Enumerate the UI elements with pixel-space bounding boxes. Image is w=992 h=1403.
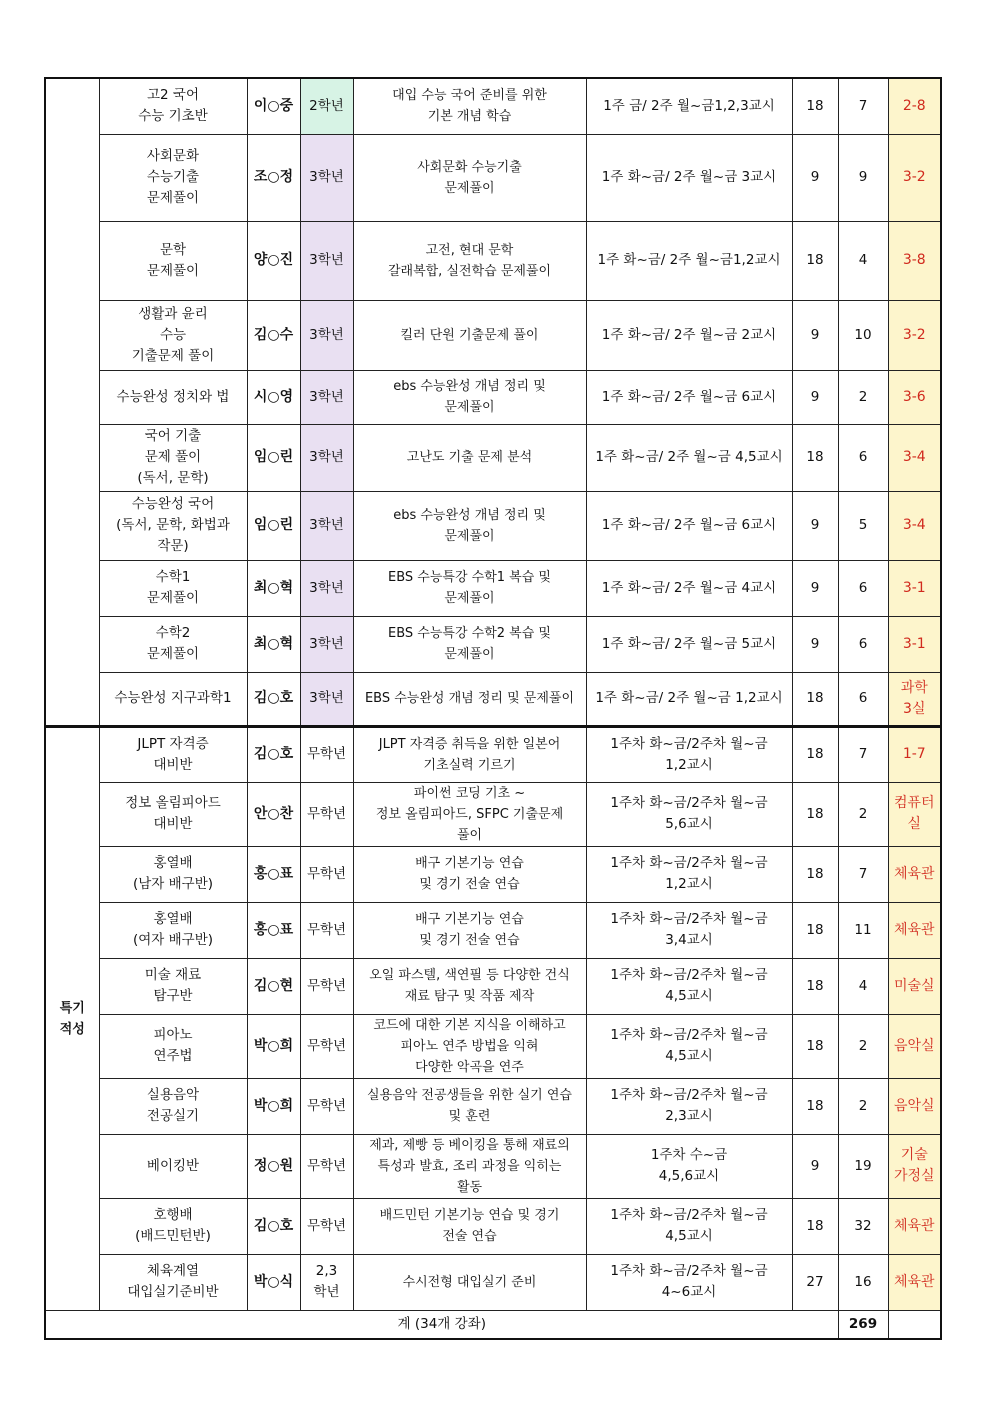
hours-cell: 9 (792, 616, 838, 672)
table-row (45, 782, 941, 846)
course-description: 배드민턴 기본기능 연습 및 경기 전술 연습 (353, 1198, 586, 1254)
grade-cell: 3학년 (300, 491, 353, 560)
teacher-name: 시○영 (247, 370, 300, 424)
schedule-cell: 1주 화~금/ 2주 월~금 2교시 (586, 300, 792, 370)
table-row (45, 1198, 941, 1254)
grade-cell: 무학년 (300, 1078, 353, 1134)
teacher-name: 김○호 (247, 1198, 300, 1254)
students-cell: 7 (838, 78, 888, 134)
students-cell: 4 (838, 221, 888, 300)
course-name: 수능완성 국어 (독서, 문학, 화법과 작문) (99, 491, 247, 560)
table-row (45, 424, 941, 491)
hours-cell: 18 (792, 424, 838, 491)
hours-cell: 9 (792, 560, 838, 616)
room-cell: 3-4 (888, 424, 941, 491)
hours-cell: 9 (792, 134, 838, 221)
room-cell: 2-8 (888, 78, 941, 134)
course-description: EBS 수능특강 수학1 복습 및 문제풀이 (353, 560, 586, 616)
table-row (45, 958, 941, 1014)
hours-cell: 9 (792, 491, 838, 560)
course-description: 배구 기본기능 연습 및 경기 전술 연습 (353, 846, 586, 902)
schedule-cell: 1주차 수~금 4,5,6교시 (586, 1134, 792, 1198)
course-description: JLPT 자격증 취득을 위한 일본어 기초실력 기르기 (353, 726, 586, 782)
total-row (45, 1310, 941, 1339)
room-cell: 기술 가정실 (888, 1134, 941, 1198)
total-students: 269 (838, 1310, 888, 1339)
room-cell: 3-6 (888, 370, 941, 424)
course-description: 대입 수능 국어 준비를 위한 기본 개념 학습 (353, 78, 586, 134)
room-cell: 체육관 (888, 1198, 941, 1254)
hours-cell: 18 (792, 846, 838, 902)
schedule-cell: 1주차 화~금/2주차 월~금 4,5교시 (586, 1198, 792, 1254)
grade-cell: 3학년 (300, 672, 353, 726)
grade-cell: 3학년 (300, 370, 353, 424)
students-cell: 2 (838, 1014, 888, 1078)
table-row (45, 560, 941, 616)
course-name: 정보 올림피아드 대비반 (99, 782, 247, 846)
course-description: 제과, 제빵 등 베이킹을 통해 재료의 특성과 발효, 조리 과정을 익히는 활동 (353, 1134, 586, 1198)
grade-cell: 3학년 (300, 134, 353, 221)
course-name: 수능완성 지구과학1 (99, 672, 247, 726)
grade-cell: 3학년 (300, 300, 353, 370)
course-name: 미술 재료 탐구반 (99, 958, 247, 1014)
course-name: 수학2 문제풀이 (99, 616, 247, 672)
schedule-cell: 1주 화~금/ 2주 월~금 3교시 (586, 134, 792, 221)
course-description: 파이썬 코딩 기초 ~ 정보 올림피아드, SFPC 기출문제 풀이 (353, 782, 586, 846)
schedule-cell: 1주차 화~금/2주차 월~금 3,4교시 (586, 902, 792, 958)
teacher-name: 임○린 (247, 424, 300, 491)
table-row (45, 300, 941, 370)
students-cell: 10 (838, 300, 888, 370)
hours-cell: 18 (792, 726, 838, 782)
schedule-cell: 1주차 화~금/2주차 월~금 4~6교시 (586, 1254, 792, 1310)
schedule-cell: 1주 화~금/ 2주 월~금 4,5교시 (586, 424, 792, 491)
grade-cell: 무학년 (300, 958, 353, 1014)
room-cell: 체육관 (888, 846, 941, 902)
course-description: 고난도 기출 문제 분석 (353, 424, 586, 491)
course-name: 문학 문제풀이 (99, 221, 247, 300)
schedule-cell: 1주 화~금/ 2주 월~금 4교시 (586, 560, 792, 616)
grade-cell: 무학년 (300, 1134, 353, 1198)
schedule-cell: 1주 화~금/ 2주 월~금 1,2교시 (586, 672, 792, 726)
teacher-name: 정○원 (247, 1134, 300, 1198)
students-cell: 7 (838, 726, 888, 782)
table-row (45, 1078, 941, 1134)
course-name: 수능완성 정치와 법 (99, 370, 247, 424)
table-row (45, 1014, 941, 1078)
teacher-name: 이○중 (247, 78, 300, 134)
students-cell: 32 (838, 1198, 888, 1254)
teacher-name: 안○찬 (247, 782, 300, 846)
hours-cell: 27 (792, 1254, 838, 1310)
room-cell: 3-1 (888, 616, 941, 672)
schedule-cell: 1주차 화~금/2주차 월~금 4,5교시 (586, 1014, 792, 1078)
course-description: ebs 수능완성 개념 정리 및 문제풀이 (353, 491, 586, 560)
hours-cell: 9 (792, 300, 838, 370)
students-cell: 9 (838, 134, 888, 221)
grade-cell: 3학년 (300, 560, 353, 616)
room-cell: 3-4 (888, 491, 941, 560)
total-empty-cell (888, 1310, 941, 1339)
course-name: 고2 국어 수능 기초반 (99, 78, 247, 134)
table-row (45, 902, 941, 958)
schedule-cell: 1주 화~금/ 2주 월~금1,2교시 (586, 221, 792, 300)
room-cell: 컴퓨터 실 (888, 782, 941, 846)
schedule-cell: 1주 화~금/ 2주 월~금 5교시 (586, 616, 792, 672)
teacher-name: 김○호 (247, 672, 300, 726)
course-description: EBS 수능완성 개념 정리 및 문제풀이 (353, 672, 586, 726)
hours-cell: 18 (792, 1198, 838, 1254)
students-cell: 6 (838, 560, 888, 616)
grade-cell: 무학년 (300, 1198, 353, 1254)
hours-cell: 18 (792, 78, 838, 134)
grade-cell: 3학년 (300, 221, 353, 300)
grade-cell: 무학년 (300, 902, 353, 958)
table-row (45, 370, 941, 424)
course-name: 호행배 (배드민턴반) (99, 1198, 247, 1254)
course-name: 수학1 문제풀이 (99, 560, 247, 616)
table-row (45, 846, 941, 902)
grade-cell: 무학년 (300, 1014, 353, 1078)
course-name: 베이킹반 (99, 1134, 247, 1198)
course-name: 국어 기출 문제 풀이 (독서, 문학) (99, 424, 247, 491)
schedule-cell: 1주차 화~금/2주차 월~금 5,6교시 (586, 782, 792, 846)
course-description: EBS 수능특강 수학2 복습 및 문제풀이 (353, 616, 586, 672)
hours-cell: 18 (792, 902, 838, 958)
teacher-name: 김○수 (247, 300, 300, 370)
course-name: 체육계열 대입실기준비반 (99, 1254, 247, 1310)
students-cell: 6 (838, 616, 888, 672)
course-description: 오일 파스텔, 색연필 등 다양한 건식 재료 탐구 및 작품 제작 (353, 958, 586, 1014)
course-name: JLPT 자격증 대비반 (99, 726, 247, 782)
students-cell: 2 (838, 782, 888, 846)
hours-cell: 18 (792, 958, 838, 1014)
hours-cell: 18 (792, 221, 838, 300)
schedule-cell: 1주차 화~금/2주차 월~금 1,2교시 (586, 726, 792, 782)
teacher-name: 홍○표 (247, 846, 300, 902)
table-row (45, 1134, 941, 1198)
course-description: 킬러 단원 기출문제 풀이 (353, 300, 586, 370)
teacher-name: 최○혁 (247, 616, 300, 672)
course-description: 코드에 대한 기본 지식을 이해하고 피아노 연주 방법을 익혀 다양한 악곡을 연주 (353, 1014, 586, 1078)
grade-cell: 2,3 학년 (300, 1254, 353, 1310)
students-cell: 4 (838, 958, 888, 1014)
hours-cell: 18 (792, 1014, 838, 1078)
grade-cell: 무학년 (300, 846, 353, 902)
table-row (45, 221, 941, 300)
hours-cell: 18 (792, 782, 838, 846)
course-description: ebs 수능완성 개념 정리 및 문제풀이 (353, 370, 586, 424)
teacher-name: 최○혁 (247, 560, 300, 616)
teacher-name: 박○식 (247, 1254, 300, 1310)
course-description: 수시전형 대입실기 준비 (353, 1254, 586, 1310)
hours-cell: 9 (792, 1134, 838, 1198)
room-cell: 미술실 (888, 958, 941, 1014)
students-cell: 2 (838, 370, 888, 424)
grade-cell: 3학년 (300, 424, 353, 491)
hours-cell: 18 (792, 672, 838, 726)
table-row (45, 491, 941, 560)
teacher-name: 박○희 (247, 1014, 300, 1078)
room-cell: 3-8 (888, 221, 941, 300)
course-description: 실용음악 전공생들을 위한 실기 연습 및 훈련 (353, 1078, 586, 1134)
room-cell: 3-2 (888, 134, 941, 221)
hours-cell: 9 (792, 370, 838, 424)
students-cell: 5 (838, 491, 888, 560)
schedule-cell: 1주차 화~금/2주차 월~금 2,3교시 (586, 1078, 792, 1134)
course-name: 홍열배 (남자 배구반) (99, 846, 247, 902)
schedule-cell: 1주 금/ 2주 월~금1,2,3교시 (586, 78, 792, 134)
room-cell: 과학 3실 (888, 672, 941, 726)
room-cell: 음악실 (888, 1078, 941, 1134)
category-cell (45, 78, 99, 726)
course-name: 실용음악 전공실기 (99, 1078, 247, 1134)
course-table (44, 77, 942, 1340)
table-row (45, 1254, 941, 1310)
schedule-cell: 1주 화~금/ 2주 월~금 6교시 (586, 370, 792, 424)
teacher-name: 양○진 (247, 221, 300, 300)
room-cell: 1-7 (888, 726, 941, 782)
schedule-cell: 1주차 화~금/2주차 월~금 1,2교시 (586, 846, 792, 902)
hours-cell: 18 (792, 1078, 838, 1134)
students-cell: 19 (838, 1134, 888, 1198)
students-cell: 2 (838, 1078, 888, 1134)
room-cell: 3-1 (888, 560, 941, 616)
table-row (45, 726, 941, 782)
course-description: 배구 기본기능 연습 및 경기 전술 연습 (353, 902, 586, 958)
teacher-name: 임○린 (247, 491, 300, 560)
total-label: 계 (34개 강좌) (45, 1310, 838, 1339)
course-description: 고전, 현대 문학 갈래복합, 실전학습 문제풀이 (353, 221, 586, 300)
grade-cell: 3학년 (300, 616, 353, 672)
table-row (45, 616, 941, 672)
schedule-cell: 1주차 화~금/2주차 월~금 4,5교시 (586, 958, 792, 1014)
course-name: 피아노 연주법 (99, 1014, 247, 1078)
category-cell: 특기 적성 (45, 726, 99, 1310)
grade-cell: 2학년 (300, 78, 353, 134)
table-row (45, 134, 941, 221)
teacher-name: 김○현 (247, 958, 300, 1014)
students-cell: 7 (838, 846, 888, 902)
table-row (45, 78, 941, 134)
teacher-name: 박○희 (247, 1078, 300, 1134)
teacher-name: 김○호 (247, 726, 300, 782)
students-cell: 11 (838, 902, 888, 958)
teacher-name: 조○정 (247, 134, 300, 221)
table-row (45, 672, 941, 726)
grade-cell: 무학년 (300, 726, 353, 782)
teacher-name: 홍○표 (247, 902, 300, 958)
room-cell: 체육관 (888, 1254, 941, 1310)
grade-cell: 무학년 (300, 782, 353, 846)
room-cell: 3-2 (888, 300, 941, 370)
room-cell: 음악실 (888, 1014, 941, 1078)
schedule-cell: 1주 화~금/ 2주 월~금 6교시 (586, 491, 792, 560)
course-name: 홍열배 (여자 배구반) (99, 902, 247, 958)
students-cell: 6 (838, 424, 888, 491)
students-cell: 6 (838, 672, 888, 726)
students-cell: 16 (838, 1254, 888, 1310)
room-cell: 체육관 (888, 902, 941, 958)
course-name: 생활과 윤리 수능 기출문제 풀이 (99, 300, 247, 370)
course-description: 사회문화 수능기출 문제풀이 (353, 134, 586, 221)
course-name: 사회문화 수능기출 문제풀이 (99, 134, 247, 221)
